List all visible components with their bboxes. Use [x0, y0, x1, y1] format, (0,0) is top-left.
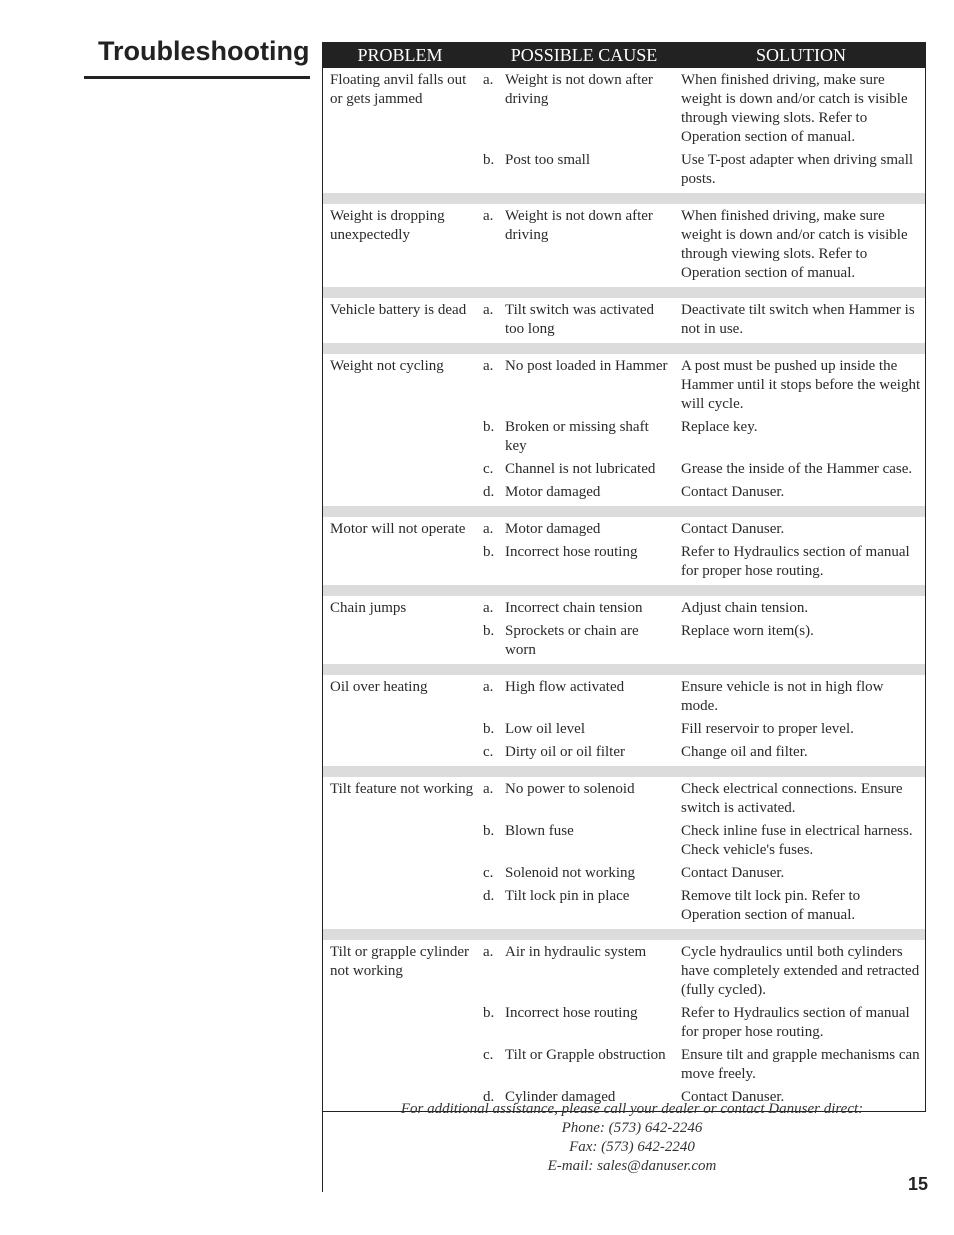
- contact-footer: [324, 1100, 940, 1176]
- solution-cell: A post must be pushed up inside the Hammer until it stops before the weight will cycle.: [681, 358, 921, 412]
- cause-cell: Solenoid not working: [505, 865, 635, 881]
- cause-cell: Incorrect chain tension: [505, 600, 643, 616]
- cause-letter: b.: [483, 419, 495, 435]
- cause-cell: Motor damaged: [505, 484, 601, 500]
- table-row: [323, 543, 925, 581]
- solution-cell: Remove tilt lock pin. Refer to Operation section of manual.: [681, 888, 861, 923]
- cause-letter: b.: [483, 823, 495, 839]
- solution-cell: When finished driving, make sure weight is down and/or catch is visible through viewing slots. Refer to Operation section of manual.: [681, 208, 908, 281]
- problem-cell: [323, 887, 479, 925]
- table-row: [323, 151, 925, 189]
- cause-letter: c.: [483, 1047, 494, 1063]
- problem-cell: [323, 720, 479, 739]
- cause-cell: Dirty oil or oil filter: [505, 744, 625, 760]
- table-row: [323, 207, 925, 283]
- solution-cell: Contact Danuser.: [681, 865, 785, 881]
- problem-cell: Chain jumps: [330, 600, 407, 616]
- table-row: [323, 301, 925, 339]
- table-row: [323, 1046, 925, 1084]
- header-solution: SOLUTION: [756, 44, 846, 65]
- solution-cell: Contact Danuser.: [681, 484, 785, 500]
- solution-cell: Fill reservoir to proper level.: [681, 721, 854, 737]
- group-separator: [323, 287, 925, 298]
- cause-cell: Cylinder damaged: [505, 1089, 616, 1105]
- cause-letter: c.: [483, 865, 494, 881]
- table-row: [323, 887, 925, 925]
- problem-cell: [323, 822, 479, 860]
- title-rule: [84, 76, 310, 79]
- page-title: Troubleshooting: [98, 36, 310, 66]
- group-separator: [323, 664, 925, 675]
- cause-letter: b.: [483, 1005, 495, 1021]
- solution-cell: Contact Danuser.: [681, 1089, 785, 1105]
- cause-cell: Sprockets or chain are worn: [505, 623, 639, 658]
- solution-cell: Refer to Hydraulics section of manual for proper hose routing.: [681, 544, 910, 579]
- problem-group: [323, 68, 925, 189]
- page-number: 15: [908, 1174, 929, 1194]
- group-separator: [323, 343, 925, 354]
- solution-cell: Contact Danuser.: [681, 521, 785, 537]
- cause-letter: a.: [483, 521, 494, 537]
- table-row: [323, 822, 925, 860]
- table-row: [323, 460, 925, 479]
- footer-phone: Phone: (573) 642-2246: [561, 1120, 703, 1136]
- problem-group: [323, 517, 925, 581]
- cause-cell: Air in hydraulic system: [505, 944, 647, 960]
- problem-cell: [323, 418, 479, 456]
- footer-email: E-mail: sales@danuser.com: [547, 1158, 717, 1174]
- table-row: [323, 720, 925, 739]
- cause-letter: a.: [483, 944, 494, 960]
- table-row: [323, 483, 925, 502]
- cause-letter: a.: [483, 679, 494, 695]
- cause-cell: Low oil level: [505, 721, 585, 737]
- cause-letter: a.: [483, 208, 494, 224]
- solution-cell: Change oil and filter.: [681, 744, 808, 760]
- group-separator: [323, 585, 925, 596]
- solution-cell: When finished driving, make sure weight is down and/or catch is visible through viewing slots. Refer to Operation section of manual.: [681, 72, 908, 145]
- footer-assistance-text: For additional assistance, please call your dealer or contact Danuser direct:: [400, 1101, 864, 1117]
- cause-cell: Channel is not lubricated: [505, 461, 656, 477]
- solution-cell: Check inline fuse in electrical harness. Check vehicle's fuses.: [681, 823, 913, 858]
- problem-group: [323, 298, 925, 339]
- table-row: [323, 1004, 925, 1042]
- header-possible-cause: POSSIBLE CAUSE: [510, 44, 658, 65]
- cause-cell: No post loaded in Hammer: [505, 358, 668, 374]
- solution-cell: Cycle hydraulics until both cylinders have completely extended and retracted (fully cycled).: [681, 944, 920, 998]
- table-row: [323, 780, 925, 818]
- table-row: [323, 71, 925, 147]
- problem-cell: [323, 864, 479, 883]
- table-row: [323, 599, 925, 618]
- problem-group: [323, 940, 925, 1107]
- cause-letter: a.: [483, 358, 494, 374]
- cause-cell: Blown fuse: [505, 823, 574, 839]
- table-row: [323, 622, 925, 660]
- problem-cell: Tilt or grapple cylinder not working: [330, 944, 470, 979]
- group-separator: [323, 506, 925, 517]
- cause-cell: Incorrect hose routing: [505, 544, 638, 560]
- problem-group: [323, 204, 925, 283]
- cause-letter: d.: [483, 1089, 495, 1105]
- cause-letter: d.: [483, 888, 495, 904]
- cause-letter: b.: [483, 152, 495, 168]
- cause-letter: c.: [483, 461, 494, 477]
- solution-cell: Grease the inside of the Hammer case.: [681, 461, 913, 477]
- cause-letter: d.: [483, 484, 495, 500]
- table-body: [323, 68, 925, 1107]
- solution-cell: Replace worn item(s).: [681, 623, 814, 639]
- solution-cell: Deactivate tilt switch when Hammer is not in use.: [681, 302, 915, 337]
- footer-fax: Fax: (573) 642-2240: [569, 1139, 695, 1155]
- solution-cell: Ensure tilt and grapple mechanisms can move freely.: [681, 1047, 920, 1082]
- problem-cell: Floating anvil falls out or gets jammed: [330, 72, 467, 107]
- table-row: [323, 520, 925, 539]
- problem-cell: [323, 1046, 479, 1084]
- cause-letter: b.: [483, 721, 495, 737]
- group-separator: [323, 929, 925, 940]
- solution-cell: Adjust chain tension.: [681, 600, 809, 616]
- cause-cell: Post too small: [505, 152, 591, 168]
- problem-cell: Weight not cycling: [330, 358, 444, 374]
- group-separator: [323, 193, 925, 204]
- cause-letter: b.: [483, 544, 495, 560]
- solution-cell: Check electrical connections. Ensure switch is activated.: [681, 781, 903, 816]
- problem-cell: [323, 460, 479, 479]
- cause-letter: b.: [483, 623, 495, 639]
- problem-group: [323, 777, 925, 925]
- problem-cell: [323, 483, 479, 502]
- troubleshooting-table: [322, 42, 926, 1112]
- table-row: [323, 943, 925, 1000]
- problem-cell: Vehicle battery is dead: [330, 302, 467, 318]
- problem-cell: [323, 622, 479, 660]
- cause-cell: Tilt or Grapple obstruction: [505, 1047, 666, 1063]
- problem-cell: Tilt feature not working: [330, 781, 474, 797]
- problem-cell: [323, 543, 479, 581]
- cause-letter: a.: [483, 72, 494, 88]
- solution-cell: Ensure vehicle is not in high flow mode.: [681, 679, 884, 714]
- cause-cell: High flow activated: [505, 679, 625, 695]
- table-row: [323, 864, 925, 883]
- table-row: [323, 357, 925, 414]
- cause-letter: a.: [483, 302, 494, 318]
- cause-cell: Broken or missing shaft key: [505, 419, 649, 454]
- cause-cell: Weight is not down after driving: [505, 208, 653, 243]
- problem-group: [323, 354, 925, 502]
- table-row: [323, 678, 925, 716]
- cause-cell: Weight is not down after driving: [505, 72, 653, 107]
- problem-group: [323, 596, 925, 660]
- cause-cell: No power to solenoid: [505, 781, 635, 797]
- cause-cell: Incorrect hose routing: [505, 1005, 638, 1021]
- table-row: [323, 743, 925, 762]
- cause-letter: c.: [483, 744, 494, 760]
- cause-cell: Tilt switch was activated too long: [505, 302, 655, 337]
- table-header: [323, 42, 925, 68]
- problem-cell: Motor will not operate: [330, 521, 466, 537]
- solution-cell: Replace key.: [681, 419, 758, 435]
- cause-cell: Motor damaged: [505, 521, 601, 537]
- solution-cell: Use T-post adapter when driving small posts.: [681, 152, 914, 187]
- problem-group: [323, 675, 925, 762]
- problem-cell: [323, 151, 479, 189]
- group-separator: [323, 766, 925, 777]
- problem-cell: Weight is dropping unexpectedly: [330, 208, 445, 243]
- table-row: [323, 418, 925, 456]
- problem-cell: [323, 1004, 479, 1042]
- solution-cell: Refer to Hydraulics section of manual for proper hose routing.: [681, 1005, 910, 1040]
- cause-cell: Tilt lock pin in place: [505, 888, 630, 904]
- cause-letter: a.: [483, 600, 494, 616]
- problem-cell: [323, 743, 479, 762]
- header-problem: PROBLEM: [357, 44, 443, 65]
- problem-cell: Oil over heating: [330, 679, 428, 695]
- cause-letter: a.: [483, 781, 494, 797]
